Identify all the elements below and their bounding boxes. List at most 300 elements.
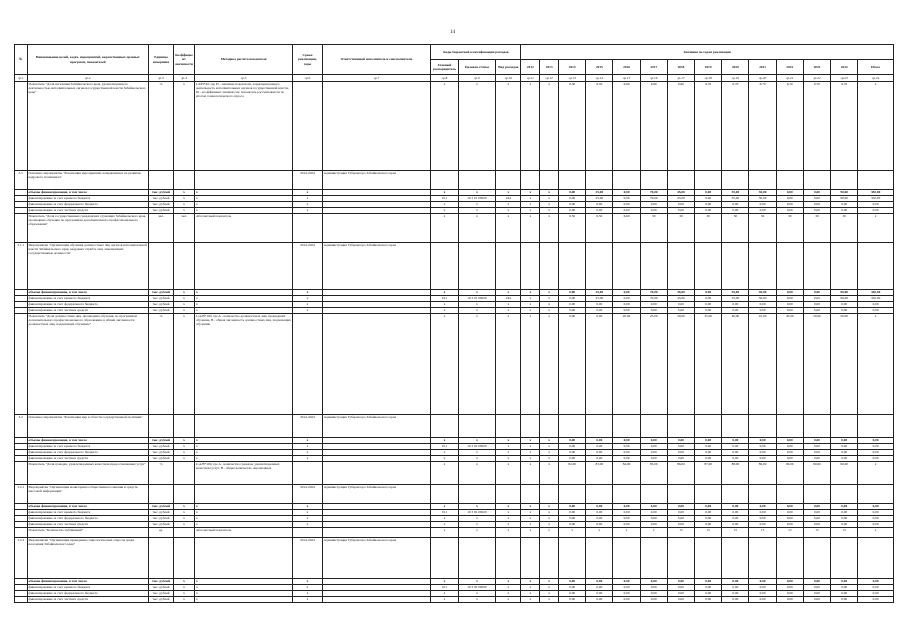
table-cell: 15 <box>722 528 749 538</box>
table-cell: x <box>521 82 540 171</box>
table-cell: тыс. рублей <box>148 597 173 603</box>
table-cell: 0,00 <box>858 597 894 603</box>
table-cell: 82,00 <box>559 462 586 485</box>
table-cell: 0,00 <box>776 202 803 208</box>
table-cell: 0,00 <box>640 444 667 450</box>
table-cell <box>293 528 322 538</box>
table-cell: x <box>458 579 496 585</box>
table-cell: 0,00 <box>749 444 776 450</box>
table-cell: 0,00 <box>613 516 640 522</box>
table-cell: 0,00 <box>749 504 776 510</box>
col-values-group: Значения по годам реализации <box>521 45 894 60</box>
table-cell: x <box>640 528 667 538</box>
table-cell: x <box>540 462 559 485</box>
table-cell: x <box>458 516 496 522</box>
table-cell: 0,00 <box>559 450 586 456</box>
table-cell: 0,00 <box>858 308 894 314</box>
table-cell: 0,00 <box>722 302 749 308</box>
table-cell: 35,00 <box>722 290 749 296</box>
table-cell: тыс. рублей <box>148 190 173 196</box>
table-cell: Показатель "Доля государственных гражданских служащих Забайкальского края, прошедших обучение по программам дополнительного профессионального образования" <box>27 214 148 243</box>
table-cell: x <box>194 444 292 450</box>
table-cell: 0,00 <box>667 522 694 528</box>
table-cell: x <box>458 190 496 196</box>
table-cell: 011 <box>431 296 458 302</box>
table-cell: 0,00 <box>586 202 613 208</box>
table-cell: x <box>521 314 540 415</box>
table-cell: тыс. рублей <box>148 202 173 208</box>
table-cell: 0,00 <box>803 510 830 516</box>
table-cell: 0,00 <box>640 450 667 456</box>
table-cell: 0,00 <box>613 522 640 528</box>
table-cell <box>586 415 613 438</box>
table-cell: Показатель "Количество публикаций" <box>27 528 148 538</box>
table-cell: тыс. рублей <box>148 208 173 214</box>
table-cell: 0,00 <box>776 190 803 196</box>
table-cell: 0,00 <box>695 302 722 308</box>
table-cell: 6,70 <box>722 82 749 171</box>
table-cell: объемы финансирования, в том числе <box>27 504 148 510</box>
table-cell: 30,00 <box>749 290 776 296</box>
table-cell <box>776 538 803 579</box>
table-cell <box>803 243 830 290</box>
column-number: гр.11 <box>521 75 540 82</box>
table-cell: 0,00 <box>776 302 803 308</box>
table-cell: 50,00 <box>803 314 830 415</box>
table-cell <box>613 538 640 579</box>
table-cell: 0,00 <box>559 522 586 528</box>
table-cell: x <box>194 196 292 202</box>
column-number: гр.9 <box>458 75 496 82</box>
table-cell: x <box>293 444 322 450</box>
table-cell: 0,00 <box>749 450 776 456</box>
column-number: гр.22 <box>803 75 830 82</box>
table-cell: 90,00 <box>831 462 858 485</box>
table-cell: 0,00 <box>722 510 749 516</box>
table-cell <box>858 171 894 190</box>
table-cell: x <box>174 302 195 308</box>
table-cell: x <box>521 510 540 516</box>
table-cell: 6,60 <box>667 82 694 171</box>
table-cell: 0,00 <box>695 196 722 202</box>
table-cell: x <box>496 516 521 522</box>
table-cell: 0,00 <box>640 456 667 462</box>
table-cell: 350,00 <box>858 296 894 302</box>
table-cell: x <box>496 504 521 510</box>
table-cell: 0,00 <box>667 516 694 522</box>
table-cell: 19 3 01 09020 <box>458 296 496 302</box>
table-cell: x <box>540 579 559 585</box>
table-cell: 0,00 <box>613 444 640 450</box>
table-cell: x <box>293 591 322 597</box>
col-method: Методика расчета показателя <box>194 45 292 75</box>
table-cell: 0,00 <box>831 516 858 522</box>
table-cell: x <box>194 585 292 591</box>
table-cell: тыс. рублей <box>148 302 173 308</box>
column-number: гр.20 <box>749 75 776 82</box>
table-cell: 0,00 <box>722 516 749 522</box>
table-cell: x <box>431 214 458 243</box>
table-cell: x <box>293 579 322 585</box>
table-cell: 0,00 <box>803 504 830 510</box>
table-cell: 0,00 <box>749 302 776 308</box>
table-cell <box>722 243 749 290</box>
table-cell: 0,00 <box>667 308 694 314</box>
table-cell: тыс. рублей <box>148 579 173 585</box>
col-2021: 2021 <box>749 60 776 75</box>
table-cell: x <box>174 202 195 208</box>
table-cell: 0,00 <box>613 202 640 208</box>
table-cell: 0,00 <box>559 208 586 214</box>
table-cell: 0,00 <box>586 444 613 450</box>
table-cell: 0,00 <box>613 308 640 314</box>
table-cell: x <box>458 456 496 462</box>
table-cell: 0,00 <box>749 585 776 591</box>
table-cell <box>858 415 894 438</box>
table-cell: x <box>293 510 322 516</box>
column-number: гр.23 <box>831 75 858 82</box>
column-number: гр.10 <box>496 75 521 82</box>
table-cell: x <box>293 456 322 462</box>
table-cell: 0,00 <box>559 516 586 522</box>
table-cell <box>559 415 586 438</box>
table-cell: x <box>194 516 292 522</box>
table-cell: x <box>293 597 322 603</box>
table-cell: 244 <box>496 196 521 202</box>
table-cell <box>521 485 540 504</box>
table-cell: 0,00 <box>613 208 640 214</box>
table-cell: тыс. рублей <box>148 196 173 202</box>
table-cell <box>831 243 858 290</box>
table-cell: 0,00 <box>776 522 803 528</box>
table-cell: 0,00 <box>776 579 803 585</box>
table-cell: x <box>431 597 458 603</box>
table-cell: 0,00 <box>613 296 640 302</box>
table-cell: 0,00 <box>613 504 640 510</box>
table-cell: % <box>148 82 173 171</box>
table-cell: 25,00 <box>586 196 613 202</box>
table-cell: x <box>194 504 292 510</box>
table-cell: тыс. рублей <box>148 585 173 591</box>
table-cell <box>15 597 28 603</box>
table-cell: 0,00 <box>695 190 722 196</box>
table-cell <box>667 538 694 579</box>
table-cell <box>858 485 894 504</box>
table-cell: 0,00 <box>776 196 803 202</box>
table-cell: 0,00 <box>695 456 722 462</box>
table-cell: Основное мероприятие "Реализация мер в области государственной политики" <box>27 415 148 438</box>
table-cell <box>194 415 292 438</box>
table-cell: x <box>496 462 521 485</box>
table-cell: 0,00 <box>640 510 667 516</box>
table-cell: x <box>174 504 195 510</box>
table-cell <box>749 485 776 504</box>
column-number: гр.7 <box>322 75 431 82</box>
table-cell <box>559 485 586 504</box>
table-cell <box>174 462 195 485</box>
table-cell: финансирование за счет федерального бюджета <box>27 450 148 456</box>
table-cell: x <box>194 208 292 214</box>
table-cell: x <box>540 591 559 597</box>
header-row-1 <box>15 45 894 60</box>
table-cell: x <box>458 528 496 538</box>
table-cell: 0,00 <box>695 308 722 314</box>
table-cell: 0,00 <box>667 510 694 516</box>
table-cell: x <box>858 214 894 243</box>
table-cell: x <box>458 438 496 444</box>
table-cell: 0,00 <box>667 579 694 585</box>
table-cell <box>722 171 749 190</box>
table-cell: x <box>194 456 292 462</box>
table-cell: x <box>521 190 540 196</box>
table-cell: 0,00 <box>776 456 803 462</box>
table-cell: 6,70 <box>695 82 722 171</box>
table-cell: 6,50 <box>559 82 586 171</box>
table-cell: x <box>458 208 496 214</box>
table-cell: объемы финансирования, в том числе <box>27 190 148 196</box>
table-cell: 0,00 <box>803 522 830 528</box>
table-cell: 6,70 <box>749 82 776 171</box>
table-cell: 0,00 <box>749 510 776 516</box>
table-cell: 45,00 <box>667 290 694 296</box>
table-cell <box>322 82 431 171</box>
table-cell: x <box>174 196 195 202</box>
table-cell: финансирование за счет краевого бюджета <box>27 444 148 450</box>
table-cell: x <box>496 591 521 597</box>
table-cell <box>858 243 894 290</box>
table-cell: 90,00 <box>776 462 803 485</box>
table-cell: 0,00 <box>776 597 803 603</box>
table-cell: 6,70 <box>776 82 803 171</box>
table-cell: x <box>431 438 458 444</box>
table-cell: x <box>496 308 521 314</box>
table-cell: x <box>540 202 559 208</box>
table-cell: x <box>521 597 540 603</box>
table-cell: x <box>174 585 195 591</box>
table-cell: 0,00 <box>776 591 803 597</box>
table-cell <box>776 243 803 290</box>
table-cell: x <box>194 202 292 208</box>
table-cell: x <box>858 314 894 415</box>
table-cell: 0,00 <box>776 438 803 444</box>
table-cell <box>540 538 559 579</box>
table-cell: 0,00 <box>803 585 830 591</box>
table-cell: x <box>431 456 458 462</box>
table-cell: x <box>540 456 559 462</box>
table-cell: 89,00 <box>749 462 776 485</box>
table-cell: 0,00 <box>586 510 613 516</box>
table-cell: 85,00 <box>640 462 667 485</box>
table-cell: x <box>540 522 559 528</box>
table-cell <box>667 415 694 438</box>
table-cell: 90,00 <box>831 296 858 302</box>
table-cell: чел. <box>174 214 195 243</box>
table-cell: x <box>521 456 540 462</box>
col-2023: 2023 <box>803 60 830 75</box>
table-cell: 0,00 <box>613 302 640 308</box>
table-cell: 0,00 <box>667 585 694 591</box>
table-cell: 0,00 <box>858 522 894 528</box>
table-cell: 35,00 <box>722 196 749 202</box>
col-unit: Единица измерения <box>148 45 173 75</box>
table-cell: 0,00 <box>695 296 722 302</box>
table-cell: x <box>431 290 458 296</box>
table-cell <box>293 462 322 485</box>
table-cell <box>540 485 559 504</box>
table-cell <box>458 538 496 579</box>
table-cell: тыс. рублей <box>148 591 173 597</box>
table-cell: 0,00 <box>667 597 694 603</box>
table-cell: x <box>496 585 521 591</box>
table-cell: x <box>521 208 540 214</box>
table-cell: x <box>458 450 496 456</box>
table-cell: Основное мероприятие "Реализация мероприятий, направленных на развитие кадрового потенциала" <box>27 171 148 190</box>
table-cell: 0,00 <box>667 591 694 597</box>
table-cell: x <box>293 308 322 314</box>
table-cell: 0,00 <box>695 450 722 456</box>
table-cell: x <box>521 202 540 208</box>
table-cell: x <box>521 462 540 485</box>
table-cell: x <box>431 208 458 214</box>
table-cell: x <box>540 190 559 196</box>
table-cell <box>431 538 458 579</box>
table-cell: x <box>174 522 195 528</box>
table-cell: 30,00 <box>749 190 776 196</box>
table-cell: тыс. рублей <box>148 450 173 456</box>
table-cell: 0,00 <box>640 597 667 603</box>
table-row <box>15 485 894 504</box>
table-cell <box>174 243 195 290</box>
table-row <box>15 82 894 171</box>
table-cell <box>322 314 431 415</box>
table-cell: тыс. рублей <box>148 290 173 296</box>
program-table <box>14 44 894 603</box>
table-cell: x <box>496 456 521 462</box>
table-cell: 350,00 <box>858 196 894 202</box>
table-cell: 70,00 <box>640 296 667 302</box>
table-cell: 0,00 <box>722 438 749 444</box>
table-cell: x <box>521 438 540 444</box>
table-cell: 0,00 <box>640 438 667 444</box>
table-cell: 0,00 <box>559 438 586 444</box>
table-cell: x <box>431 504 458 510</box>
table-cell: x <box>194 450 292 456</box>
table-cell <box>640 415 667 438</box>
table-cell <box>458 171 496 190</box>
table-cell: финансирование за счет частных средств <box>27 597 148 603</box>
table-cell: 0,00 <box>803 296 830 302</box>
table-cell: 0,00 <box>613 585 640 591</box>
table-cell <box>194 485 292 504</box>
table-cell: 15 <box>803 528 830 538</box>
table-cell: тыс. рублей <box>148 510 173 516</box>
table-cell <box>613 485 640 504</box>
table-cell: x <box>540 82 559 171</box>
table-cell: финансирование за счет краевого бюджета <box>27 296 148 302</box>
table-cell: x <box>194 579 292 585</box>
table-cell <box>667 485 694 504</box>
table-cell: x <box>174 579 195 585</box>
table-cell: x <box>521 290 540 296</box>
table-cell: x <box>540 528 559 538</box>
table-cell: 0,00 <box>831 456 858 462</box>
table-cell: тыс. рублей <box>148 516 173 522</box>
table-cell <box>194 243 292 290</box>
table-cell <box>148 538 173 579</box>
table-cell: финансирование за счет частных средств <box>27 522 148 528</box>
table-cell: 35,00 <box>722 190 749 196</box>
table-cell: 0,00 <box>695 516 722 522</box>
table-cell: Абсолютный показатель <box>194 528 292 538</box>
table-cell <box>174 538 195 579</box>
table-cell: 0,00 <box>858 456 894 462</box>
table-cell: x <box>496 190 521 196</box>
table-cell: 0,00 <box>695 202 722 208</box>
table-cell <box>15 82 28 171</box>
table-cell: 45,00 <box>667 196 694 202</box>
table-cell: ед. <box>148 528 173 538</box>
table-cell: финансирование за счет краевого бюджета <box>27 585 148 591</box>
financing-row <box>15 597 894 603</box>
col-2020: 2020 <box>722 60 749 75</box>
table-cell: x <box>521 302 540 308</box>
table-cell: x <box>194 510 292 516</box>
table-cell: 0,00 <box>695 597 722 603</box>
table-cell: 0,00 <box>586 504 613 510</box>
table-cell: x <box>431 308 458 314</box>
table-cell: 30 <box>803 214 830 243</box>
table-body <box>15 75 894 603</box>
table-cell: x <box>613 528 640 538</box>
table-cell: 19 3 02 09020 <box>458 585 496 591</box>
table-cell: 0,00 <box>722 208 749 214</box>
table-cell: 0,00 <box>803 591 830 597</box>
table-cell: 0,00 <box>559 290 586 296</box>
table-cell <box>458 243 496 290</box>
table-cell: 0,00 <box>749 308 776 314</box>
table-cell: x <box>521 579 540 585</box>
table-cell: x <box>540 314 559 415</box>
table-cell <box>640 243 667 290</box>
table-cell: x <box>293 296 322 302</box>
table-cell <box>559 243 586 290</box>
table-cell: 0,00 <box>695 504 722 510</box>
table-cell: 0,00 <box>559 444 586 450</box>
table-cell: 0,00 <box>586 585 613 591</box>
table-cell: 0,00 <box>858 302 894 308</box>
table-cell: 0,00 <box>803 597 830 603</box>
col-2022: 2022 <box>776 60 803 75</box>
table-cell: 0,00 <box>803 202 830 208</box>
table-cell: 0,00 <box>831 597 858 603</box>
table-row <box>15 214 894 243</box>
table-cell: x <box>458 290 496 296</box>
col-term: Сроки реализации, годы <box>293 45 322 75</box>
table-cell: 6,70 <box>803 82 830 171</box>
table-cell: x <box>194 438 292 444</box>
table-cell: 0,00 <box>695 579 722 585</box>
table-cell: x <box>458 214 496 243</box>
column-numbers-row <box>15 75 894 82</box>
table-cell: 25,00 <box>640 314 667 415</box>
col-2017: 2017 <box>640 60 667 75</box>
table-cell: 0,00 <box>831 585 858 591</box>
table-cell: 30 <box>667 214 694 243</box>
table-cell: 0,00 <box>586 314 613 415</box>
table-cell: 0,00 <box>858 208 894 214</box>
table-cell: объемы финансирования, в том числе <box>27 579 148 585</box>
table-cell: x <box>194 522 292 528</box>
